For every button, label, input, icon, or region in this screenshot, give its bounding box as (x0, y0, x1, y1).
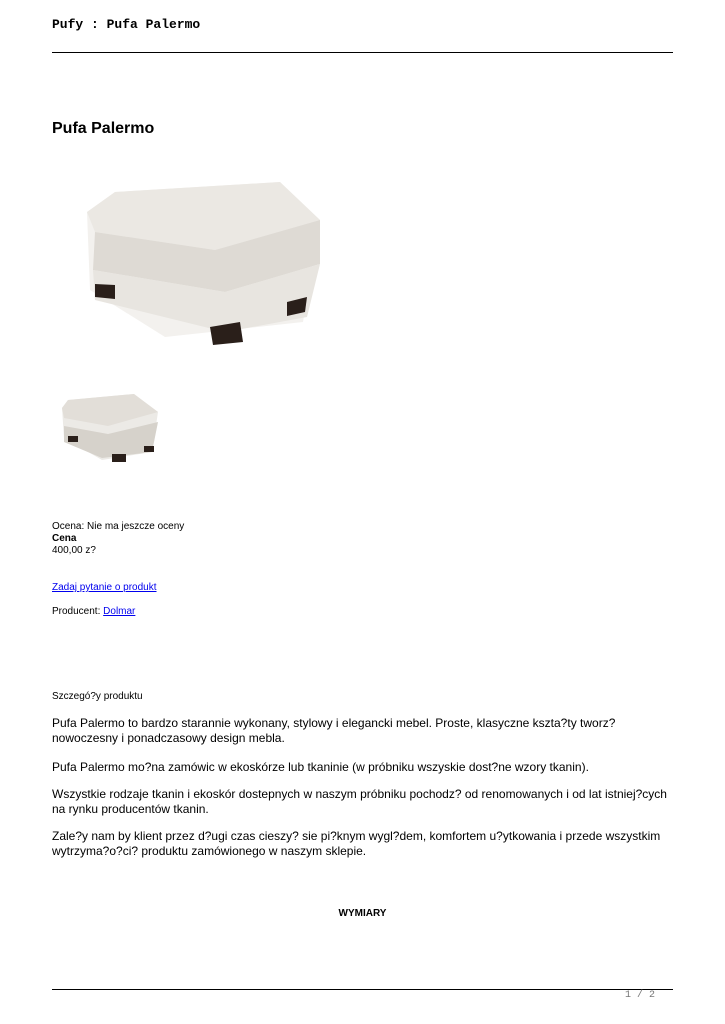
page-number: 1 / 2 (624, 990, 655, 1001)
price-value: 400,00 z? (52, 545, 96, 556)
producer-link[interactable]: Dolmar (103, 606, 136, 617)
rating-value: Nie ma jeszcze oceny (87, 521, 185, 532)
header-divider (52, 52, 673, 53)
rating-line (52, 521, 184, 533)
dimensions-heading: WYMIARY (338, 908, 387, 919)
price-label: Cena (52, 533, 77, 544)
document-header-title: Pufy : Pufa Palermo (52, 17, 201, 32)
producer-line (52, 606, 135, 618)
ask-question-link[interactable]: Zadaj pytanie o produkt (52, 582, 157, 593)
description-paragraph: Zale?y nam by klient przez d?ugi czas cieszy? sie pi?knym wygl?dem, komfortem u?ytkowania i przede wszystkim wytrzyma?o?ci? produktu zamówionego w naszym sklepie. (52, 829, 661, 858)
product-thumbnail[interactable] (52, 386, 174, 468)
description-paragraph: Pufa Palermo to bardzo starannie wykonany, stylowy i elegancki mebel. Proste, klasyczne kszta?ty tworz? nowoczesny i ponadczasowy design mebla. (52, 716, 616, 745)
footer-divider (52, 989, 673, 990)
producer-label: Producent: (52, 606, 101, 617)
details-heading: Szczegó?y produktu (52, 691, 143, 702)
page-title: Pufa Palermo (52, 120, 155, 137)
description-paragraph: Pufa Palermo mo?na zamówic w ekoskórze lub tkaninie (w próbniku wszyskie dost?ne wzory tkanin). (52, 760, 589, 774)
description-paragraph: Wszystkie rodzaje tkanin i ekoskór dostepnych w naszym próbniku pochodz? od renomowanych i od lat istniej?cych na rynku producentów tkanin. (52, 787, 667, 816)
rating-label: Ocena: (52, 521, 85, 532)
product-main-image[interactable] (75, 172, 330, 352)
